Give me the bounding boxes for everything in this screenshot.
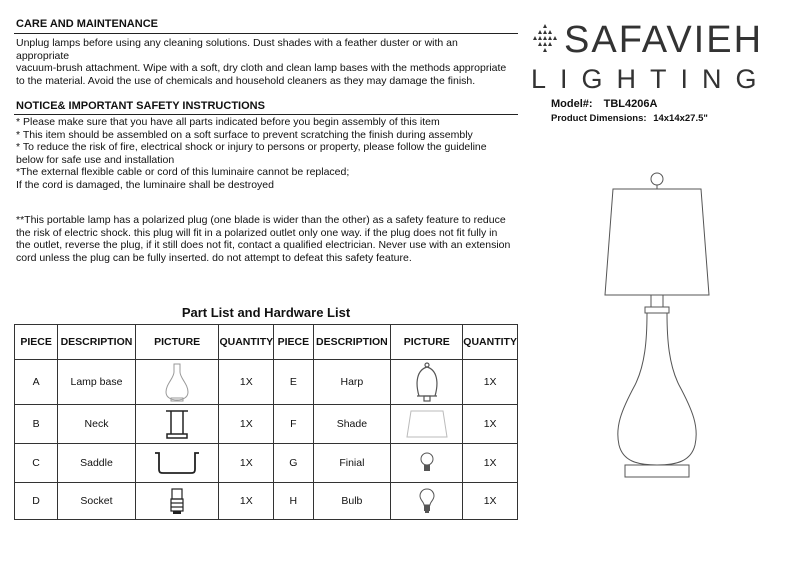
col-header: DESCRIPTION <box>58 325 136 360</box>
description-cell: Bulb <box>313 483 391 520</box>
notice-line: If the cord is damaged, the luminaire shall be destroyed <box>16 178 274 191</box>
notice-line: * Please make sure that you have all parts indicated before you begin assembly of this item <box>16 116 440 128</box>
quantity-cell: 1X <box>463 483 518 520</box>
care-text <box>16 37 516 87</box>
plug-line: cord unless the plug can be fully inserted. do not attempt to defeat this safety feature. <box>16 251 412 264</box>
quantity-cell: 1X <box>463 360 518 405</box>
col-header: PICTURE <box>391 325 463 360</box>
quantity-cell: 1X <box>219 405 274 444</box>
table-row <box>15 483 518 520</box>
quantity-cell: 1X <box>219 360 274 405</box>
col-header: PIECE <box>15 325 58 360</box>
piece-cell: F <box>274 405 313 444</box>
finial-icon <box>418 451 436 475</box>
plug-line: the outlet, reverse the plug, if it still does not fit, contact a qualified electrician. Never use with an extension <box>16 239 511 252</box>
table-row <box>15 444 518 483</box>
neck-icon <box>162 408 192 440</box>
parts-table <box>14 324 518 520</box>
quantity-cell: 1X <box>463 405 518 444</box>
col-header: QUANTITY <box>463 325 518 360</box>
notice-divider <box>14 114 518 115</box>
piece-cell: A <box>15 360 58 405</box>
piece-cell: D <box>15 483 58 520</box>
table-lamp-icon <box>575 165 735 490</box>
table-row <box>15 360 518 405</box>
description-cell: Shade <box>313 405 391 444</box>
chandelier-icon <box>528 22 562 56</box>
picture-cell <box>135 405 219 444</box>
notice-title: NOTICE& IMPORTANT SAFETY INSTRUCTIONS <box>16 100 265 112</box>
care-line: Unplug lamps before using any cleaning solutions. Dust shades with a feather duster or with an <box>16 37 458 49</box>
piece-cell: B <box>15 405 58 444</box>
quantity-cell: 1X <box>219 483 274 520</box>
description-cell: Socket <box>58 483 136 520</box>
description-cell: Neck <box>58 405 136 444</box>
table-header-row <box>15 325 518 360</box>
picture-cell <box>391 405 463 444</box>
care-line: appropriate <box>16 49 70 62</box>
parts-title: Part List and Hardware List <box>181 305 351 320</box>
col-header: PICTURE <box>135 325 219 360</box>
shade-icon <box>405 409 449 439</box>
care-line: vacuum-brush attachment. Wipe with a soft, dry cloth and clean lamp bases with the methods appropriate <box>16 62 507 75</box>
plug-note <box>16 214 516 264</box>
picture-cell <box>135 360 219 405</box>
bulb-icon <box>418 487 436 515</box>
dimensions-row <box>551 113 708 124</box>
piece-cell: E <box>274 360 313 405</box>
quantity-cell: 1X <box>219 444 274 483</box>
picture-cell <box>391 360 463 405</box>
picture-cell <box>135 444 219 483</box>
col-header: QUANTITY <box>219 325 274 360</box>
description-cell: Lamp base <box>58 360 136 405</box>
notice-text <box>16 116 516 192</box>
care-divider <box>14 33 518 34</box>
model-row <box>551 98 657 110</box>
brand-logo <box>528 22 562 61</box>
table-row <box>15 405 518 444</box>
plug-line: **This portable lamp has a polarized plug (one blade is wider than the other) as a safety feature to reduce <box>16 214 506 226</box>
model-label: Model#: <box>551 98 593 110</box>
brand-sub: LIGHTING <box>531 64 771 94</box>
description-cell: Finial <box>313 444 391 483</box>
dimensions-value: 14x14x27.5" <box>653 113 708 124</box>
picture-cell <box>391 483 463 520</box>
piece-cell: H <box>274 483 313 520</box>
lamp-base-icon <box>162 362 192 402</box>
picture-cell <box>135 483 219 520</box>
piece-cell: C <box>15 444 58 483</box>
col-header: DESCRIPTION <box>313 325 391 360</box>
plug-line: the risk of electric shock. this plug will fit in a polarized outlet only one way. if the plug does not fit fully in <box>16 226 498 239</box>
notice-line: * This item should be assembled on a soft surface to prevent scratching the finish during assembly <box>16 128 473 141</box>
harp-icon <box>411 362 443 402</box>
notice-line: below for safe use and installation <box>16 153 175 166</box>
notice-line: * To reduce the risk of fire, electrical shock or injury to persons or property, please follow the guideline <box>16 141 487 154</box>
description-cell: Saddle <box>58 444 136 483</box>
picture-cell <box>391 444 463 483</box>
brand-name: SAFAVIEH <box>564 19 764 61</box>
description-cell: Harp <box>313 360 391 405</box>
col-header: PIECE <box>274 325 313 360</box>
quantity-cell: 1X <box>463 444 518 483</box>
dimensions-label: Product Dimensions: <box>551 113 647 124</box>
piece-cell: G <box>274 444 313 483</box>
care-title: CARE AND MAINTENANCE <box>16 18 158 30</box>
socket-icon <box>168 487 186 515</box>
care-line: to the material. Avoid the use of chemicals and household cleaners as they may damage the finish. <box>16 74 476 87</box>
saddle-icon <box>151 449 203 477</box>
model-value: TBL4206A <box>603 98 658 110</box>
notice-line: *The external flexible cable or cord of this luminaire cannot be replaced; <box>16 166 350 179</box>
